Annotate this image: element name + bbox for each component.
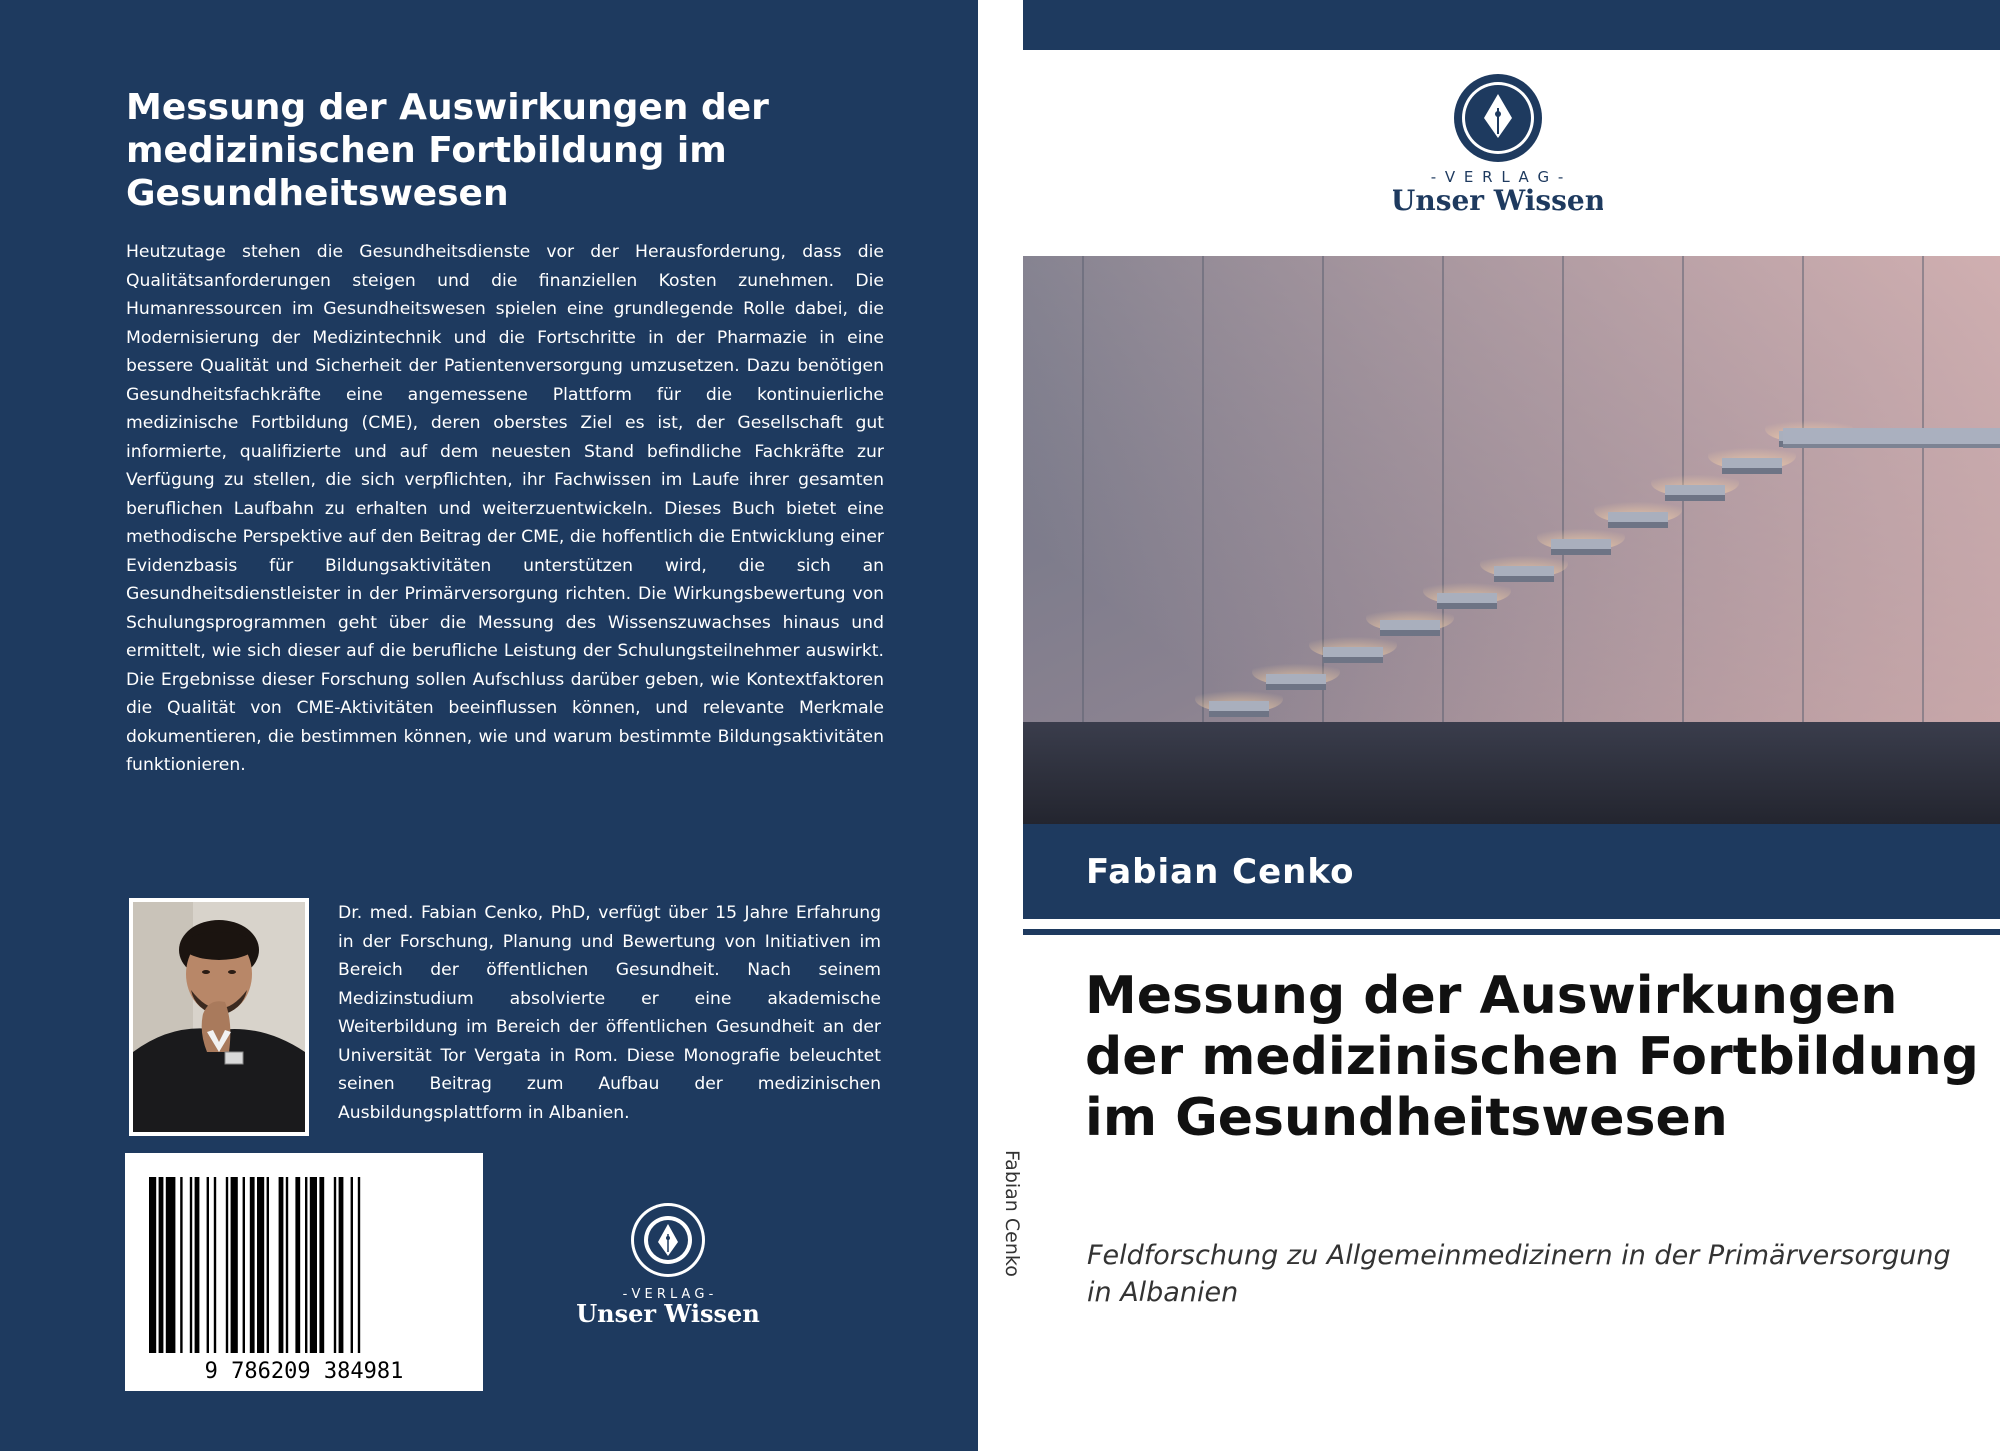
author-band [1023,824,2000,919]
barcode [125,1153,483,1391]
author-portrait [133,902,305,1132]
stair-step [1209,701,1269,711]
barcode-bar [180,1177,182,1353]
stair-step-edge [1323,657,1383,663]
barcode-bar [351,1177,353,1353]
back-cover-blurb: Heutzutage stehen die Gesundheitsdienste vor der Herausforderung, dass die Qualitätsanforderungen steigen und die finanziellen Kosten zunehmen. Die Humanressourcen im Gesundheitswesen spielen eine grundlegende Rolle dabei, die Modernisierung der Medizintechnik und die Fortschritte in der Pharmazie in eine bessere Qualität und Sicherheit der Patientenversorgung umzusetzen. Dazu benötigen Gesundheitsfachkräfte eine angemessene Plattform für die kontinuierliche medizinische Fortbildung (CME), deren oberstes Ziel es ist, der Gesellschaft gut informierte, qualifizierte und auf dem neuesten Stand befindliche Fachkräfte zur Verfügung zu stellen, die sich verpflichten, ihr Fachwissen im Laufe ihrer gesamten beruflichen Laufbahn zu erhalten und weiterzuentwickeln. Dieses Buch bietet eine methodische Perspektive auf den Beitrag der CME, die hoffentlich die Entwicklung einer Evidenzbasis für Bildungsaktivitäten unterstützen wird, die sich an Gesundheitsdienstleister in der Primärversorgung richten. Die Wirkungsbewertung von Schulungsprogrammen geht über die Messung des Wissenszuwachses hinaus und ermittelt, wie sich dieser auf die berufliche Leistung der Schulungsteilnehmer auswirkt. Die Ergebnisse dieser Forschung sollen Aufschluss darüber geben, wie Kontextfaktoren die Qualität von CME-Aktivitäten beeinflussen können, und relevante Merkmale dokumentieren, die bestimmen können, wie und warum bestimmte Bildungsaktivitäten funktionieren. [126,242,884,775]
barcode-bar [190,1177,192,1353]
stair-step [1266,674,1326,684]
barcode-bar [286,1177,288,1353]
stair-step-edge [1437,603,1497,609]
stair-step [1551,539,1611,549]
barcode-bar [358,1177,360,1353]
barcode-bar [319,1177,324,1353]
barcode-bar [207,1177,209,1353]
spine-author: Fabian Cenko [1001,1150,1023,1277]
barcode-bar [310,1177,317,1353]
stair-step-edge [1380,630,1440,636]
stair-step [1494,566,1554,576]
barcode-graphic [125,1153,483,1391]
barcode-bar [334,1177,336,1353]
stair-step [1608,512,1668,522]
isbn-digits: 9 786209 384981 [204,1359,404,1384]
stair-step [1722,458,1782,468]
barcode-bar [339,1177,344,1353]
back-cover [0,0,978,1451]
barcode-bar [195,1177,200,1353]
stair-step-edge [1551,549,1611,555]
front-top-bar [1023,0,2000,50]
stair-step-edge [1209,711,1269,717]
front-logo-sub: - V E R L A G - [1430,168,1566,186]
back-logo-name: Unser Wissen [576,1299,760,1328]
barcode-bar [159,1177,164,1353]
front-author-name: Fabian Cenko [1086,852,1355,892]
staircase-photo [1023,256,2000,824]
barcode-bar [250,1177,255,1353]
stair-step [1323,647,1383,657]
barcode-bar [257,1177,264,1353]
barcode-bar [166,1177,176,1353]
stair-step [1665,485,1725,495]
back-cover-title: Messung der Auswirkungen der medizinischen Fortbildung im Gesundheitswesen [126,87,769,214]
barcode-bar [231,1177,238,1353]
front-logo-name: Unser Wissen [1393,184,1603,217]
stair-step [1437,593,1497,603]
author-photo [129,898,309,1136]
stair-step-edge [1665,495,1725,501]
front-cover-title: Messung der Auswirkungen der medizinischen Fortbildung im Gesundheitswesen [1085,966,1979,1148]
barcode-bar [305,1177,307,1353]
barcode-bar [149,1177,156,1353]
back-logo-sub: - V E R L A G - [622,1287,714,1302]
stair-step-edge [1608,522,1668,528]
barcode-bar [267,1177,269,1353]
barcode-bar [279,1177,284,1353]
cover-image [1023,256,2000,824]
barcode-bar [214,1177,216,1353]
barcode-bar [243,1177,245,1353]
title-rule [1023,929,2000,935]
stair-step [1380,620,1440,630]
barcode-bar [226,1177,228,1353]
back-publisher-logo [568,1198,768,1334]
stair-step-edge [1266,684,1326,690]
front-cover-subtitle: Feldforschung zu Allgemeinmedizinern in der Primärversorgung in Albanien [1087,1240,1951,1308]
stair-step-edge [1722,468,1782,474]
barcode-bar [295,1177,300,1353]
stair-step-edge [1494,576,1554,582]
front-publisher-logo [1393,70,1603,220]
author-bio: Dr. med. Fabian Cenko, PhD, verfügt über 15 Jahre Erfahrung in der Forschung, Planung und Bewertung von Initiativen im Bereich der öffentlichen Gesundheit. Nach seinem Medizinstudium absolvierte er eine akademische Weiterbildung im Bereich der öffentlichen Gesundheit an der Universität Tor Vergata in Rom. Diese Monografie beleuchtet seinen Beitrag zum Aufbau der medizinischen Ausbildungsplattform in Albanien. [338,903,881,1123]
